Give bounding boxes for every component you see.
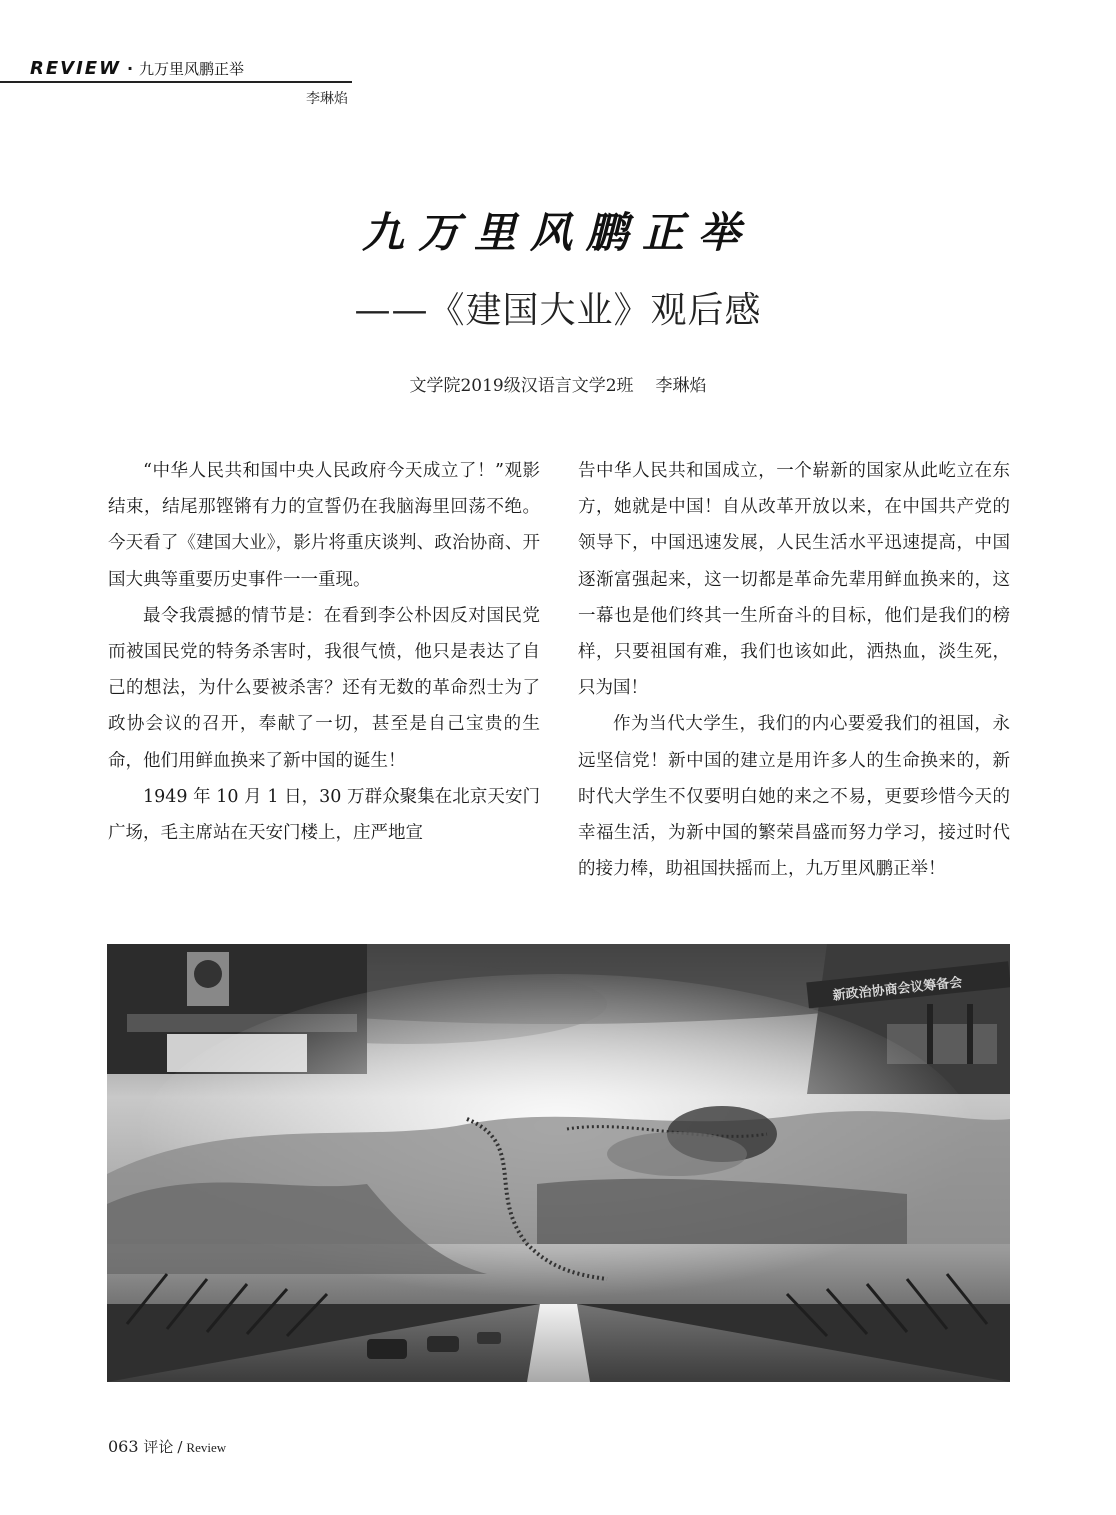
- header-rule: [0, 81, 352, 83]
- body-column-right: [578, 453, 1010, 887]
- film-collage-image: [107, 944, 1010, 1382]
- body-column-left: [108, 453, 540, 851]
- collage-illustration: [107, 944, 1010, 1382]
- header-separator: ·: [126, 59, 134, 78]
- author-name: 李琳焰: [655, 376, 707, 396]
- article-subtitle: ——《建国大业》观后感: [354, 290, 762, 331]
- paragraph: 作为当代大学生，我们的内心要爱我们的祖国，永远坚信党！新中国的建立是用许多人的生命换来的，新时代大学生不仅要明白她的来之不易，更要珍惜今天的幸福生活，为新中国的繁荣昌盛而努力学习，接过时代的接力棒，助祖国扶摇而上，九万里风鹏正举！: [578, 714, 1010, 880]
- author-affiliation: 文学院2019级汉语言文学2班: [409, 376, 634, 396]
- paragraph: 最令我震撼的情节是：在看到李公朴因反对国民党而被国民党的特务杀害时，我很气愤，他只是表达了自己的想法，为什么要被杀害？还有无数的革命烈士为了政协会议的召开，奉献了一切，甚至是自己宝贵的生命，他们用鲜血换来了新中国的诞生！: [108, 605, 540, 771]
- footer-slash: /: [177, 1438, 183, 1456]
- footer-label-cn: 评论: [143, 1438, 174, 1456]
- running-header: [0, 58, 352, 107]
- paragraph: 1949 年 10 月 1 日，30 万群众聚集在北京天安门广场，毛主席站在天安门楼上，庄严地宣: [108, 786, 540, 844]
- journal-name: REVIEW: [30, 58, 121, 79]
- page-footer: [108, 1436, 226, 1457]
- section-name: 九万里风鹏正举: [139, 60, 245, 78]
- page-number: 063: [108, 1437, 139, 1456]
- paragraph: “中华人民共和国中央人民政府今天成立了！”观影结束，结尾那铿锵有力的宣誓仍在我脑海里回荡不绝。今天看了《建国大业》，影片将重庆谈判、政治协商、开国大典等重要历史事件一一重现。: [108, 461, 540, 590]
- byline: [0, 371, 1116, 396]
- header-author: 李琳焰: [306, 91, 348, 107]
- footer-label-en: Review: [186, 1440, 227, 1455]
- article-title: 九万里风鹏正举: [361, 208, 754, 257]
- header-line: [0, 58, 352, 79]
- hall-banner: 新政治协商会议筹备会: [832, 975, 963, 1004]
- paragraph-continued: 告中华人民共和国成立，一个崭新的国家从此屹立在东方，她就是中国！自从改革开放以来，在中国共产党的领导下，中国迅速发展，人民生活水平迅速提高，中国逐渐富强起来，这一切都是革命先辈用鲜血换来的，这一幕也是他们终其一生所奋斗的目标，他们是我们的榜样，只要祖国有难，我们也该如此，洒热血，淡生死，只为国！: [578, 461, 1010, 699]
